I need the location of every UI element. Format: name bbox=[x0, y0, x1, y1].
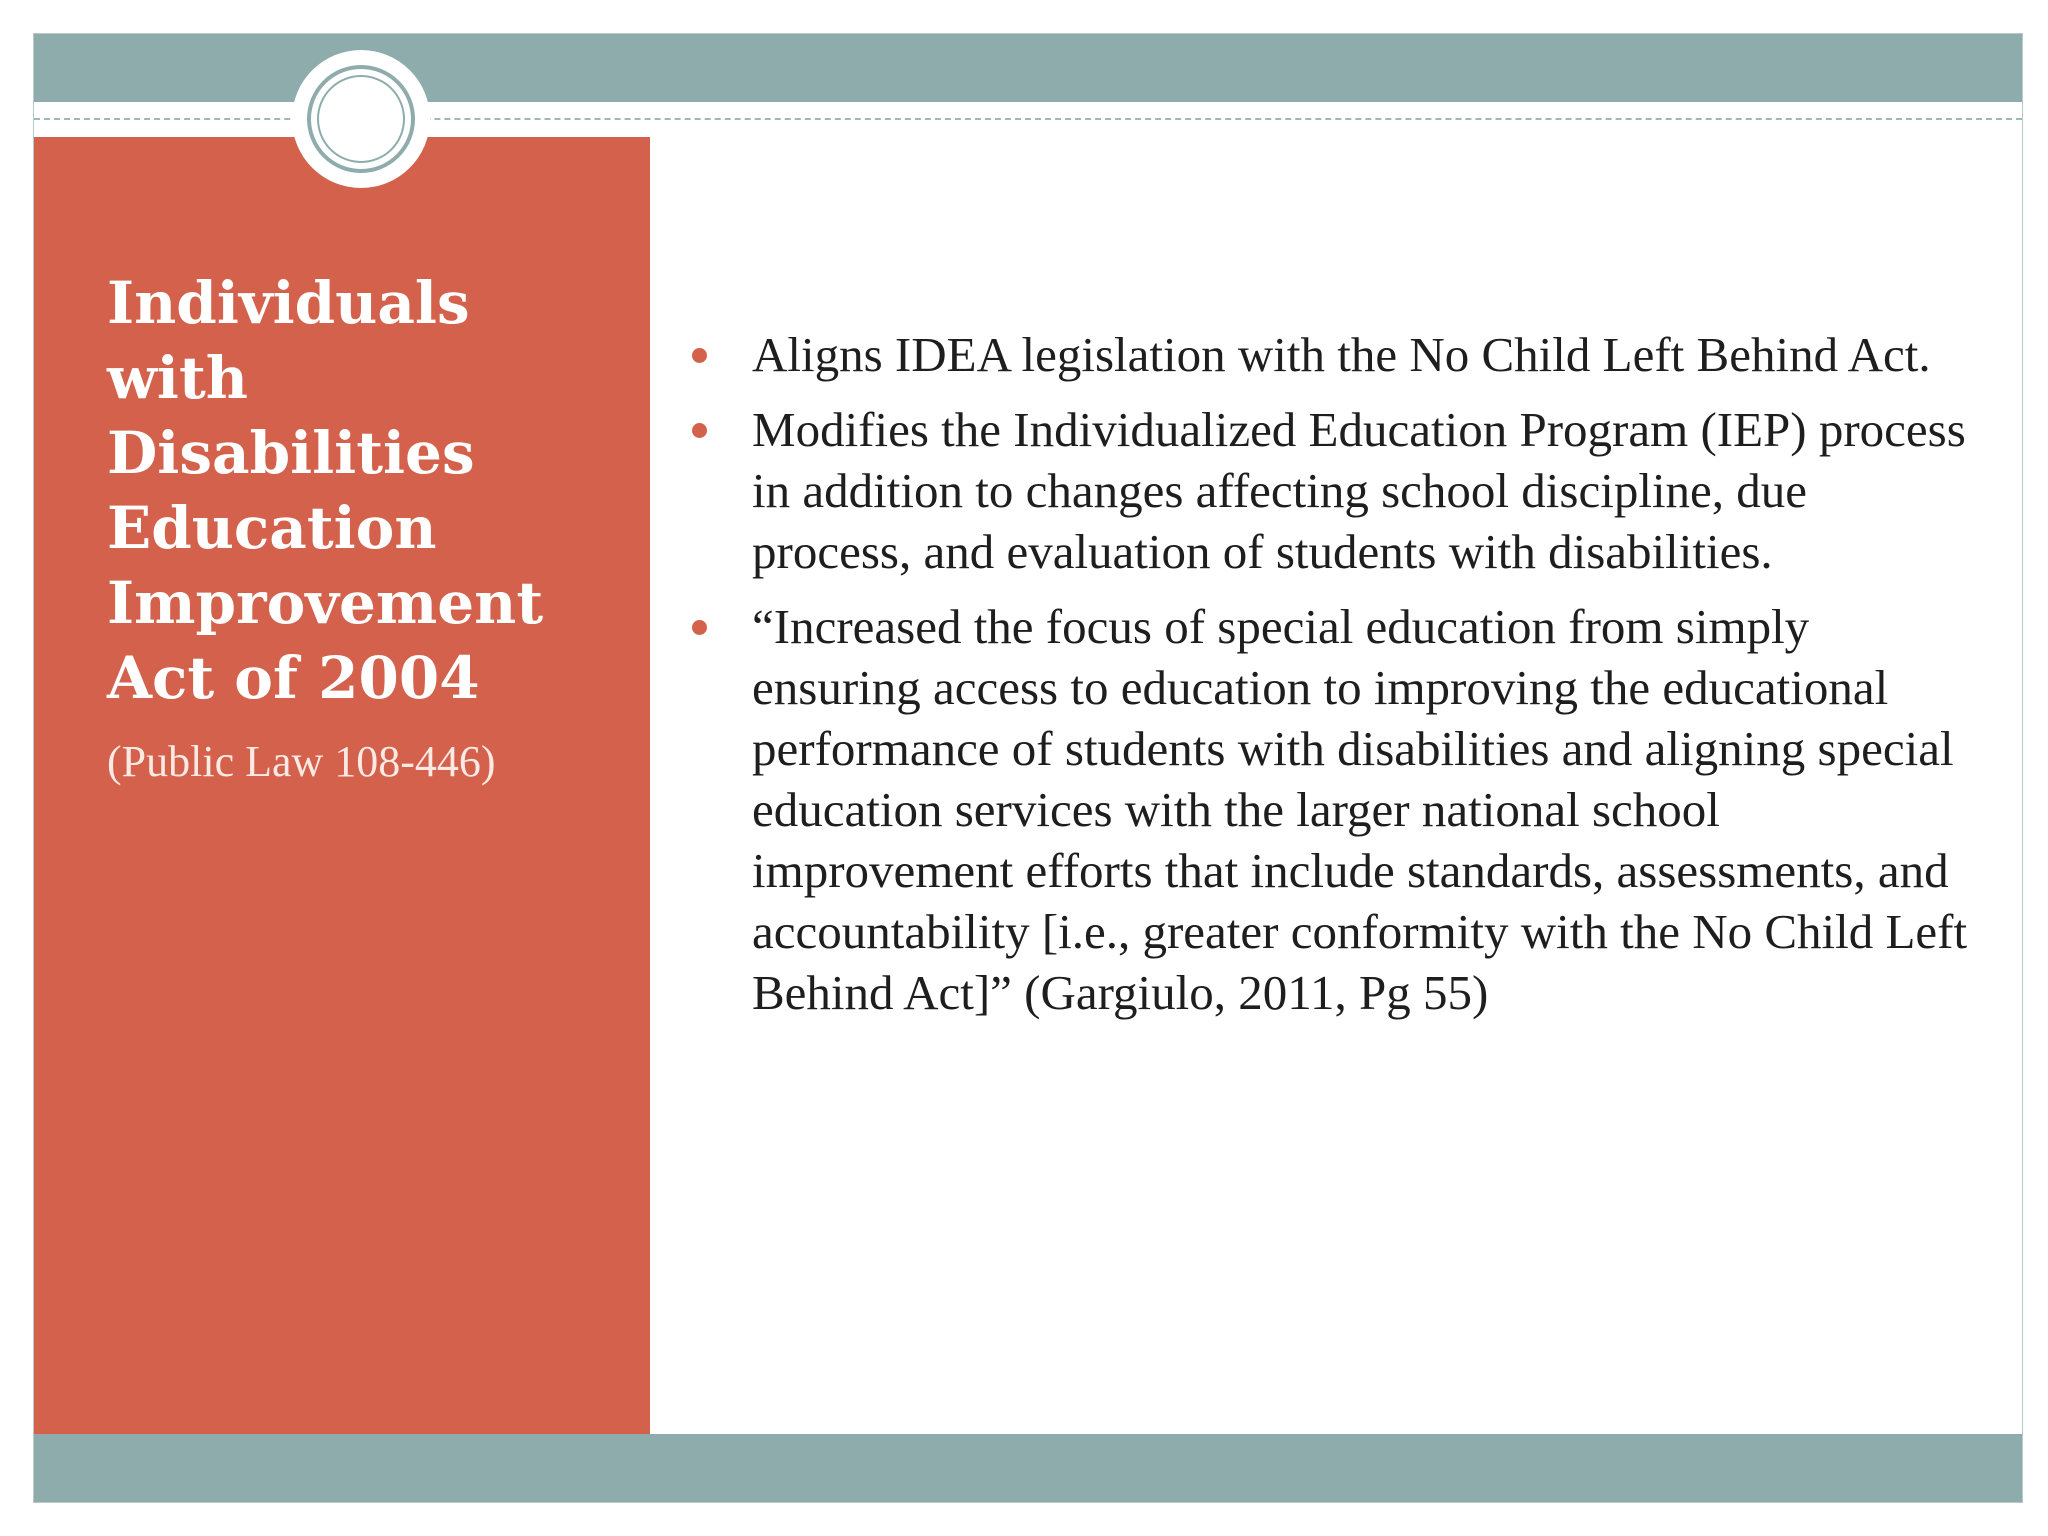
bullet-list bbox=[752, 324, 1972, 1037]
slide-subtitle: (Public Law 108-446) bbox=[107, 737, 496, 786]
bullet-text: “Increased the focus of special education from simply ensuring access to education to improving the educational performance of students with disabilities and aligning special education services with the larger national school improvement efforts that include standards, assessments, and accountability [i.e., greater conformity with the No Child Left Behind Act]” (Gargiulo, 2011, Pg 55) bbox=[752, 599, 1968, 1020]
bullet-dot-icon bbox=[692, 348, 707, 363]
bullet-item bbox=[752, 324, 1972, 385]
circle-ring-icon bbox=[292, 50, 430, 188]
medallion-outer-ring bbox=[307, 65, 415, 173]
bullet-item bbox=[752, 596, 1972, 1023]
medallion-inner-ring bbox=[317, 75, 405, 163]
bullet-text: Modifies the Individualized Education Program (IEP) process in addition to changes affecting school discipline, due process, and evaluation of students with disabilities. bbox=[752, 402, 1966, 579]
bullet-text: Aligns IDEA legislation with the No Child Left Behind Act. bbox=[752, 327, 1931, 382]
bottom-band bbox=[34, 1434, 2022, 1502]
slide bbox=[34, 34, 2022, 1502]
bullet-dot-icon bbox=[692, 423, 707, 438]
bullet-dot-icon bbox=[692, 620, 707, 635]
slide-title: Individuals with Disabilities Education Improvement Act of 2004 bbox=[107, 269, 544, 712]
bullet-item bbox=[752, 399, 1972, 582]
